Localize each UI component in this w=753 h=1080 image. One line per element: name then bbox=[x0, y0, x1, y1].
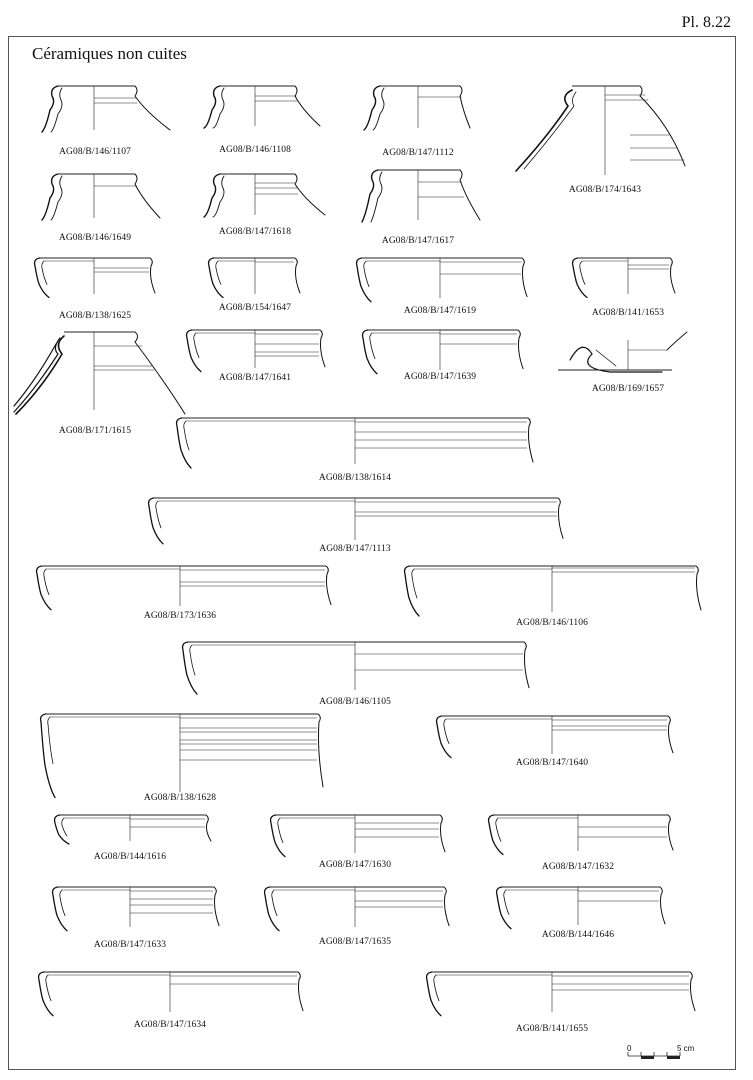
sherd-label: AG08/B/169/1657 bbox=[591, 384, 665, 394]
sherd-profile bbox=[373, 88, 384, 130]
sherd-profile bbox=[41, 714, 55, 798]
sherd-profile bbox=[364, 86, 380, 130]
sherd-label: AG08/B/147/1618 bbox=[218, 227, 292, 237]
sherd-profile bbox=[272, 890, 277, 916]
sherd-label: AG08/B/147/1639 bbox=[403, 372, 477, 382]
sherd-label: AG08/B/147/1633 bbox=[93, 940, 167, 950]
sherd-label: AG08/B/146/1107 bbox=[59, 147, 131, 157]
sherd-label: AG08/B/138/1625 bbox=[58, 311, 132, 321]
sherd-label: AG08/B/174/1643 bbox=[568, 185, 642, 195]
sherd-profile bbox=[46, 975, 51, 1001]
sherd-profile bbox=[135, 86, 170, 130]
sherd-profile bbox=[504, 890, 509, 915]
sherd-label: AG08/B/147/1641 bbox=[218, 373, 292, 383]
sherd-label: AG08/B/146/1108 bbox=[219, 145, 291, 155]
sherd-label: AG08/B/146/1649 bbox=[58, 233, 132, 243]
sherd-profile bbox=[14, 338, 60, 412]
sherd-profile bbox=[460, 86, 470, 128]
sherd-profile bbox=[60, 890, 65, 916]
sherd-label: AG08/B/147/1617 bbox=[381, 236, 455, 246]
sherd-label: AG08/B/147/1640 bbox=[515, 758, 589, 768]
sherd-label: AG08/B/146/1105 bbox=[319, 697, 391, 707]
sherd-profile bbox=[444, 887, 449, 926]
sherd-profile bbox=[44, 569, 49, 595]
sherd-profile bbox=[667, 332, 687, 350]
sherd-profile bbox=[42, 174, 58, 220]
sherd-profile bbox=[48, 717, 53, 764]
sherd-profile bbox=[295, 86, 320, 126]
sherd-profile bbox=[668, 716, 673, 753]
sherd-label: AG08/B/147/1634 bbox=[133, 1020, 207, 1030]
sherd-profile bbox=[55, 815, 69, 844]
sherd-profile bbox=[412, 569, 417, 598]
sherd-profile bbox=[295, 174, 325, 215]
sherd-label: AG08/B/141/1655 bbox=[515, 1024, 589, 1034]
sherd-profile bbox=[135, 332, 185, 414]
sherd-label: AG08/B/147/1113 bbox=[319, 544, 391, 554]
sherd-profile bbox=[184, 421, 189, 450]
sherd-profile bbox=[62, 818, 67, 836]
sherd-profile bbox=[362, 170, 378, 222]
sherd-profile bbox=[298, 972, 303, 1011]
sherd-profile bbox=[670, 258, 675, 293]
sherd-profile bbox=[194, 333, 199, 358]
sherd-profile bbox=[135, 174, 160, 218]
sherd-label: AG08/B/147/1630 bbox=[318, 860, 392, 870]
sherd-label: AG08/B/146/1106 bbox=[516, 618, 588, 628]
sherd-profile bbox=[206, 815, 211, 841]
sherd-profile bbox=[518, 330, 523, 369]
sherd-profile bbox=[444, 719, 449, 744]
sherd-profile bbox=[460, 170, 480, 220]
sherd-profile bbox=[326, 566, 331, 605]
sherd-profile bbox=[524, 642, 529, 688]
sherd-profile bbox=[640, 86, 685, 166]
sherd-profile bbox=[156, 501, 161, 528]
sherd-label: AG08/B/141/1653 bbox=[591, 308, 665, 318]
sherd-profile bbox=[660, 887, 665, 924]
sherd-profile bbox=[596, 350, 616, 366]
sherd-label: AG08/B/144/1646 bbox=[541, 930, 615, 940]
sherd-label: AG08/B/138/1628 bbox=[143, 793, 217, 803]
sherd-label: AG08/B/138/1614 bbox=[318, 473, 392, 483]
scale-bar-segment bbox=[667, 1056, 680, 1059]
sherd-profile bbox=[690, 972, 695, 1011]
sherd-label: AG08/B/154/1647 bbox=[218, 303, 292, 313]
sherd-profile bbox=[528, 418, 533, 462]
sherd-label: AG08/B/171/1615 bbox=[58, 426, 132, 436]
sherd-profile bbox=[190, 645, 195, 675]
sherd-profile bbox=[440, 815, 445, 852]
sherd-profile bbox=[516, 90, 572, 171]
sherd-profile bbox=[668, 815, 673, 850]
sherd-profile bbox=[371, 172, 382, 222]
sherd-profile bbox=[364, 261, 369, 287]
sherd-profile bbox=[214, 887, 219, 926]
sherd-label: AG08/B/173/1636 bbox=[143, 611, 217, 621]
sherd-profile bbox=[42, 86, 58, 132]
sherd-label: AG08/B/147/1632 bbox=[541, 862, 615, 872]
sherd-profile bbox=[696, 566, 701, 610]
scale-five-label: 5 cm bbox=[677, 1044, 695, 1053]
plate-number: Pl. 8.22 bbox=[681, 14, 731, 31]
sherd-profile bbox=[370, 333, 375, 359]
sherd-profile bbox=[580, 261, 585, 285]
sherd-profile bbox=[320, 330, 325, 367]
sherd-label: AG08/B/144/1616 bbox=[93, 852, 167, 862]
sherd-label: AG08/B/147/1112 bbox=[382, 148, 454, 158]
sherd-profile bbox=[278, 818, 283, 843]
sherd-label: AG08/B/147/1635 bbox=[318, 937, 392, 947]
sherd-profile bbox=[570, 347, 662, 372]
sherd-profile bbox=[496, 818, 501, 842]
sherd-profile bbox=[558, 498, 563, 538]
sherd-profile bbox=[213, 176, 224, 217]
sherd-profile bbox=[434, 975, 439, 1001]
scale-bar-segment bbox=[641, 1056, 654, 1059]
sherd-profile bbox=[150, 258, 155, 293]
sherd-profile bbox=[216, 261, 221, 285]
sherd-profile bbox=[51, 176, 62, 220]
sherd-profile bbox=[51, 88, 62, 132]
sherd-label: AG08/B/147/1619 bbox=[403, 306, 477, 316]
sherd-profile bbox=[42, 261, 47, 285]
sherd-profile bbox=[522, 258, 527, 297]
plate-title: Céramiques non cuites bbox=[32, 44, 187, 63]
scale-zero-label: 0 bbox=[627, 1044, 632, 1053]
sherd-profile bbox=[318, 714, 323, 787]
sherd-profile bbox=[213, 88, 224, 128]
sherd-profile bbox=[295, 258, 300, 293]
